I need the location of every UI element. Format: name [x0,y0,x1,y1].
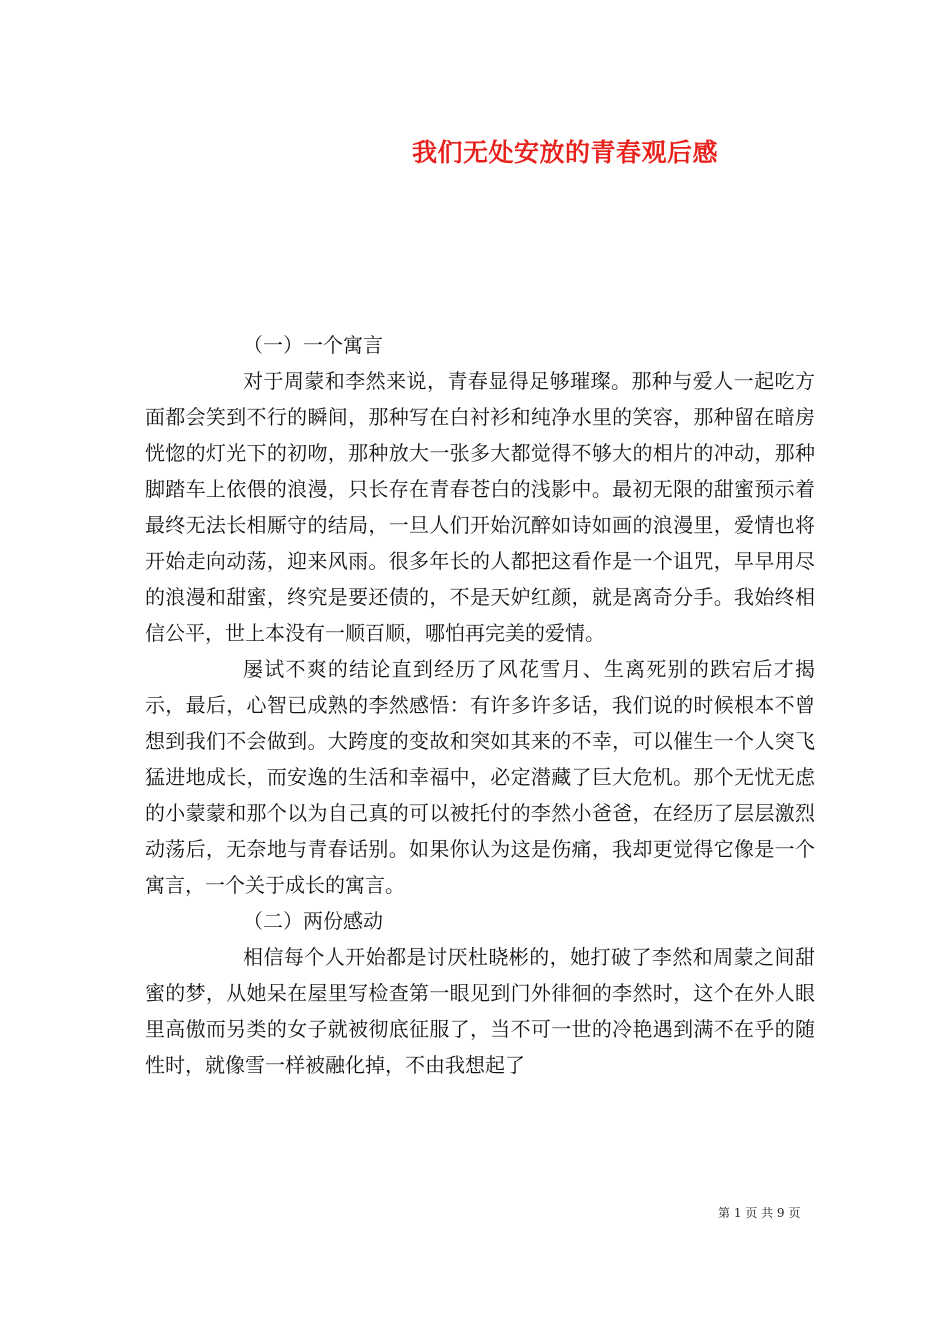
section-heading-2: （二）两份感动 [243,909,383,933]
paragraph: 对于周蒙和李然来说，青春显得足够璀璨。那种与爱人一起吃方面都会笑到不行的瞬间，那种写在白衬衫和纯净水里的笑容，那种留在暗房恍惚的灯光下的初吻，那种放大一张多大都觉得不够大的相片的冲动，那种脚踏车上依偎的浪漫，只长存在青春苍白的浅影中。最初无限的甜蜜预示着最终无法长相厮守的结局，一旦人们开始沉醉如诗如画的浪漫里，爱情也将开始走向动荡，迎来风雨。很多年长的人都把这看作是一个诅咒，早早用尽的浪漫和甜蜜，终究是要还债的，不是天妒红颜，就是离奇分手。我始终相信公平，世上本没有一顺百顺，哪怕再完美的爱情。 [145,369,815,645]
document-title: 我们无处安放的青春观后感 [412,138,719,167]
paragraph: 相信每个人开始都是讨厌杜晓彬的，她打破了李然和周蒙之间甜蜜的梦，从她呆在屋里写检查第一眼见到门外徘徊的李然时，这个在外人眼里高傲而另类的女子就被彻底征服了，当不可一世的冷艳遇到满不在乎的随性时，就像雪一样被融化掉，不由我想起了 [145,945,815,1077]
page-number: 第 1 页 共 9 页 [718,1206,801,1220]
document-body [145,327,815,1083]
section-heading-1: （一）一个寓言 [243,333,383,357]
paragraph: 屡试不爽的结论直到经历了风花雪月、生离死别的跌宕后才揭示，最后，心智已成熟的李然感悟：有许多许多话，我们说的时候根本不曾想到我们不会做到。大跨度的变故和突如其来的不幸，可以催生一个人突飞猛进地成长，而安逸的生活和幸福中，必定潜藏了巨大危机。那个无忧无虑的小蒙蒙和那个以为自己真的可以被托付的李然小爸爸，在经历了层层激烈动荡后，无奈地与青春话别。如果你认为这是伤痛，我却更觉得它像是一个寓言，一个关于成长的寓言。 [145,657,815,897]
